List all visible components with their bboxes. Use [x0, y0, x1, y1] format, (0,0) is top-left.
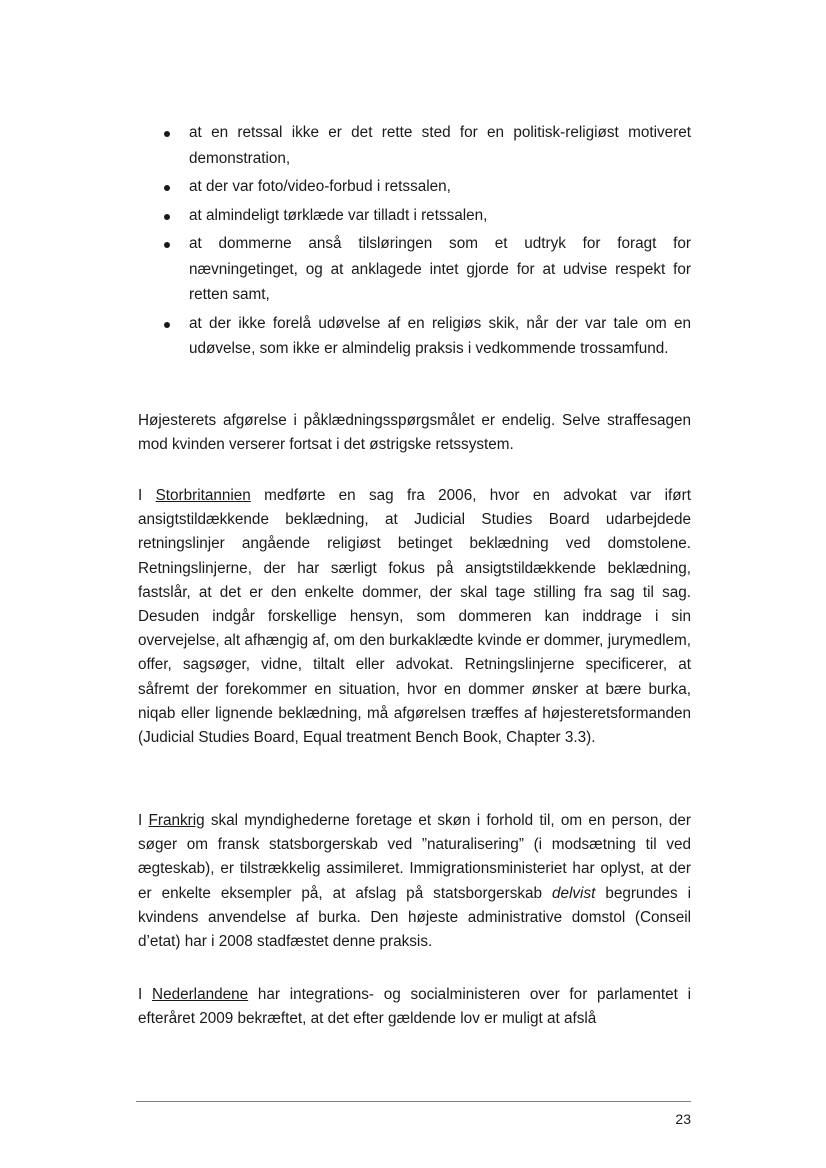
paragraph-prefix: I [138, 986, 153, 1003]
page-number: 23 [675, 1111, 691, 1127]
paragraph-text: skal myndighederne foretage et skøn i forhold til, om en person, der søger om fransk statsborgerskab ved ”naturalisering” (i modsætning til ved ægteskab), er tilstrækkelig assimileret. Immigrationsministeriet har oplyst, at der er enkelte eksempler på, at afslag på statsborgerskab [138, 812, 692, 902]
paragraph-text: medførte en sag fra 2006, hvor en advokat var iført ansigtstildækkende beklædning, at Judicial Studies Board udarbejdede retningslinjer angående religiøst betinget beklædning ved domstolene. Retningslinjerne, der har særligt fokus på ansigtstildækkende beklædning, fastslår, at det er den enkelte dommer, der skal tage stilling fra sag til sag. Desuden indgår forskellige hensyn, som dommeren kan inddrage i sin overvejelse, alt afhængig af, om den burkaklædte kvinde er dommer, jurymedlem, offer, sagsøger, vidne, tiltalt eller advokat. Retningslinjerne specificerer, at såfremt der forekommer en situation, hvor en dommer ønsker at bære burka, niqab eller lignende beklædning, må afgørelsen træffes af højesteretsformanden (Judicial Studies Board, Equal treatment Bench Book, Chapter 3.3). [138, 487, 691, 747]
emphasis-delvist: delvist [551, 884, 596, 902]
country-frankrig: Frankrig [148, 812, 205, 829]
paragraph-prefix: I [138, 812, 149, 829]
bullet-list [189, 120, 691, 365]
paragraph-prefix: I [138, 487, 156, 504]
paragraph-text: Højesterets afgørelse i påklædningsspørgsmålet er endelig. Selve straffesagen mod kvinden verserer fortsat i det østrigske retssystem. [138, 412, 691, 454]
paragraph-text: har integrations- og socialministeren over for parlamentet i efteråret 2009 bekræftet, at det efter gældende lov er muligt at afslå [138, 986, 691, 1028]
paragraph-united-kingdom [138, 484, 691, 750]
list-item: at en retssal ikke er det rette sted for en politisk-religiøst motiveret demonstration, [189, 120, 691, 171]
country-nederlandene: Nederlandene [152, 986, 249, 1003]
list-item: at der ikke forelå udøvelse af en religiøs skik, når der var tale om en udøvelse, som ikke er almindelig praksis i vedkommende trossamfund. [189, 311, 691, 362]
list-item: at dommerne anså tilsløringen som et udtryk for foragt for nævningetinget, og at anklagede intet gjorde for at udvise respekt for retten samt, [189, 231, 691, 308]
paragraph-text: begrundes i kvindens anvendelse af burka. Den højeste administrative domstol (Conseil d’etat) har i 2008 stadfæstet denne praksis. [138, 884, 691, 951]
list-item: at almindeligt tørklæde var tilladt i retssalen, [189, 203, 691, 229]
footer-rule [136, 1101, 691, 1102]
list-item: at der var foto/video-forbud i retssalen, [189, 174, 691, 200]
country-storbritannien: Storbritannien [155, 487, 251, 504]
paragraph-france [138, 809, 691, 954]
paragraph-netherlands [138, 983, 691, 1031]
paragraph-supreme-court-decision [138, 409, 691, 457]
